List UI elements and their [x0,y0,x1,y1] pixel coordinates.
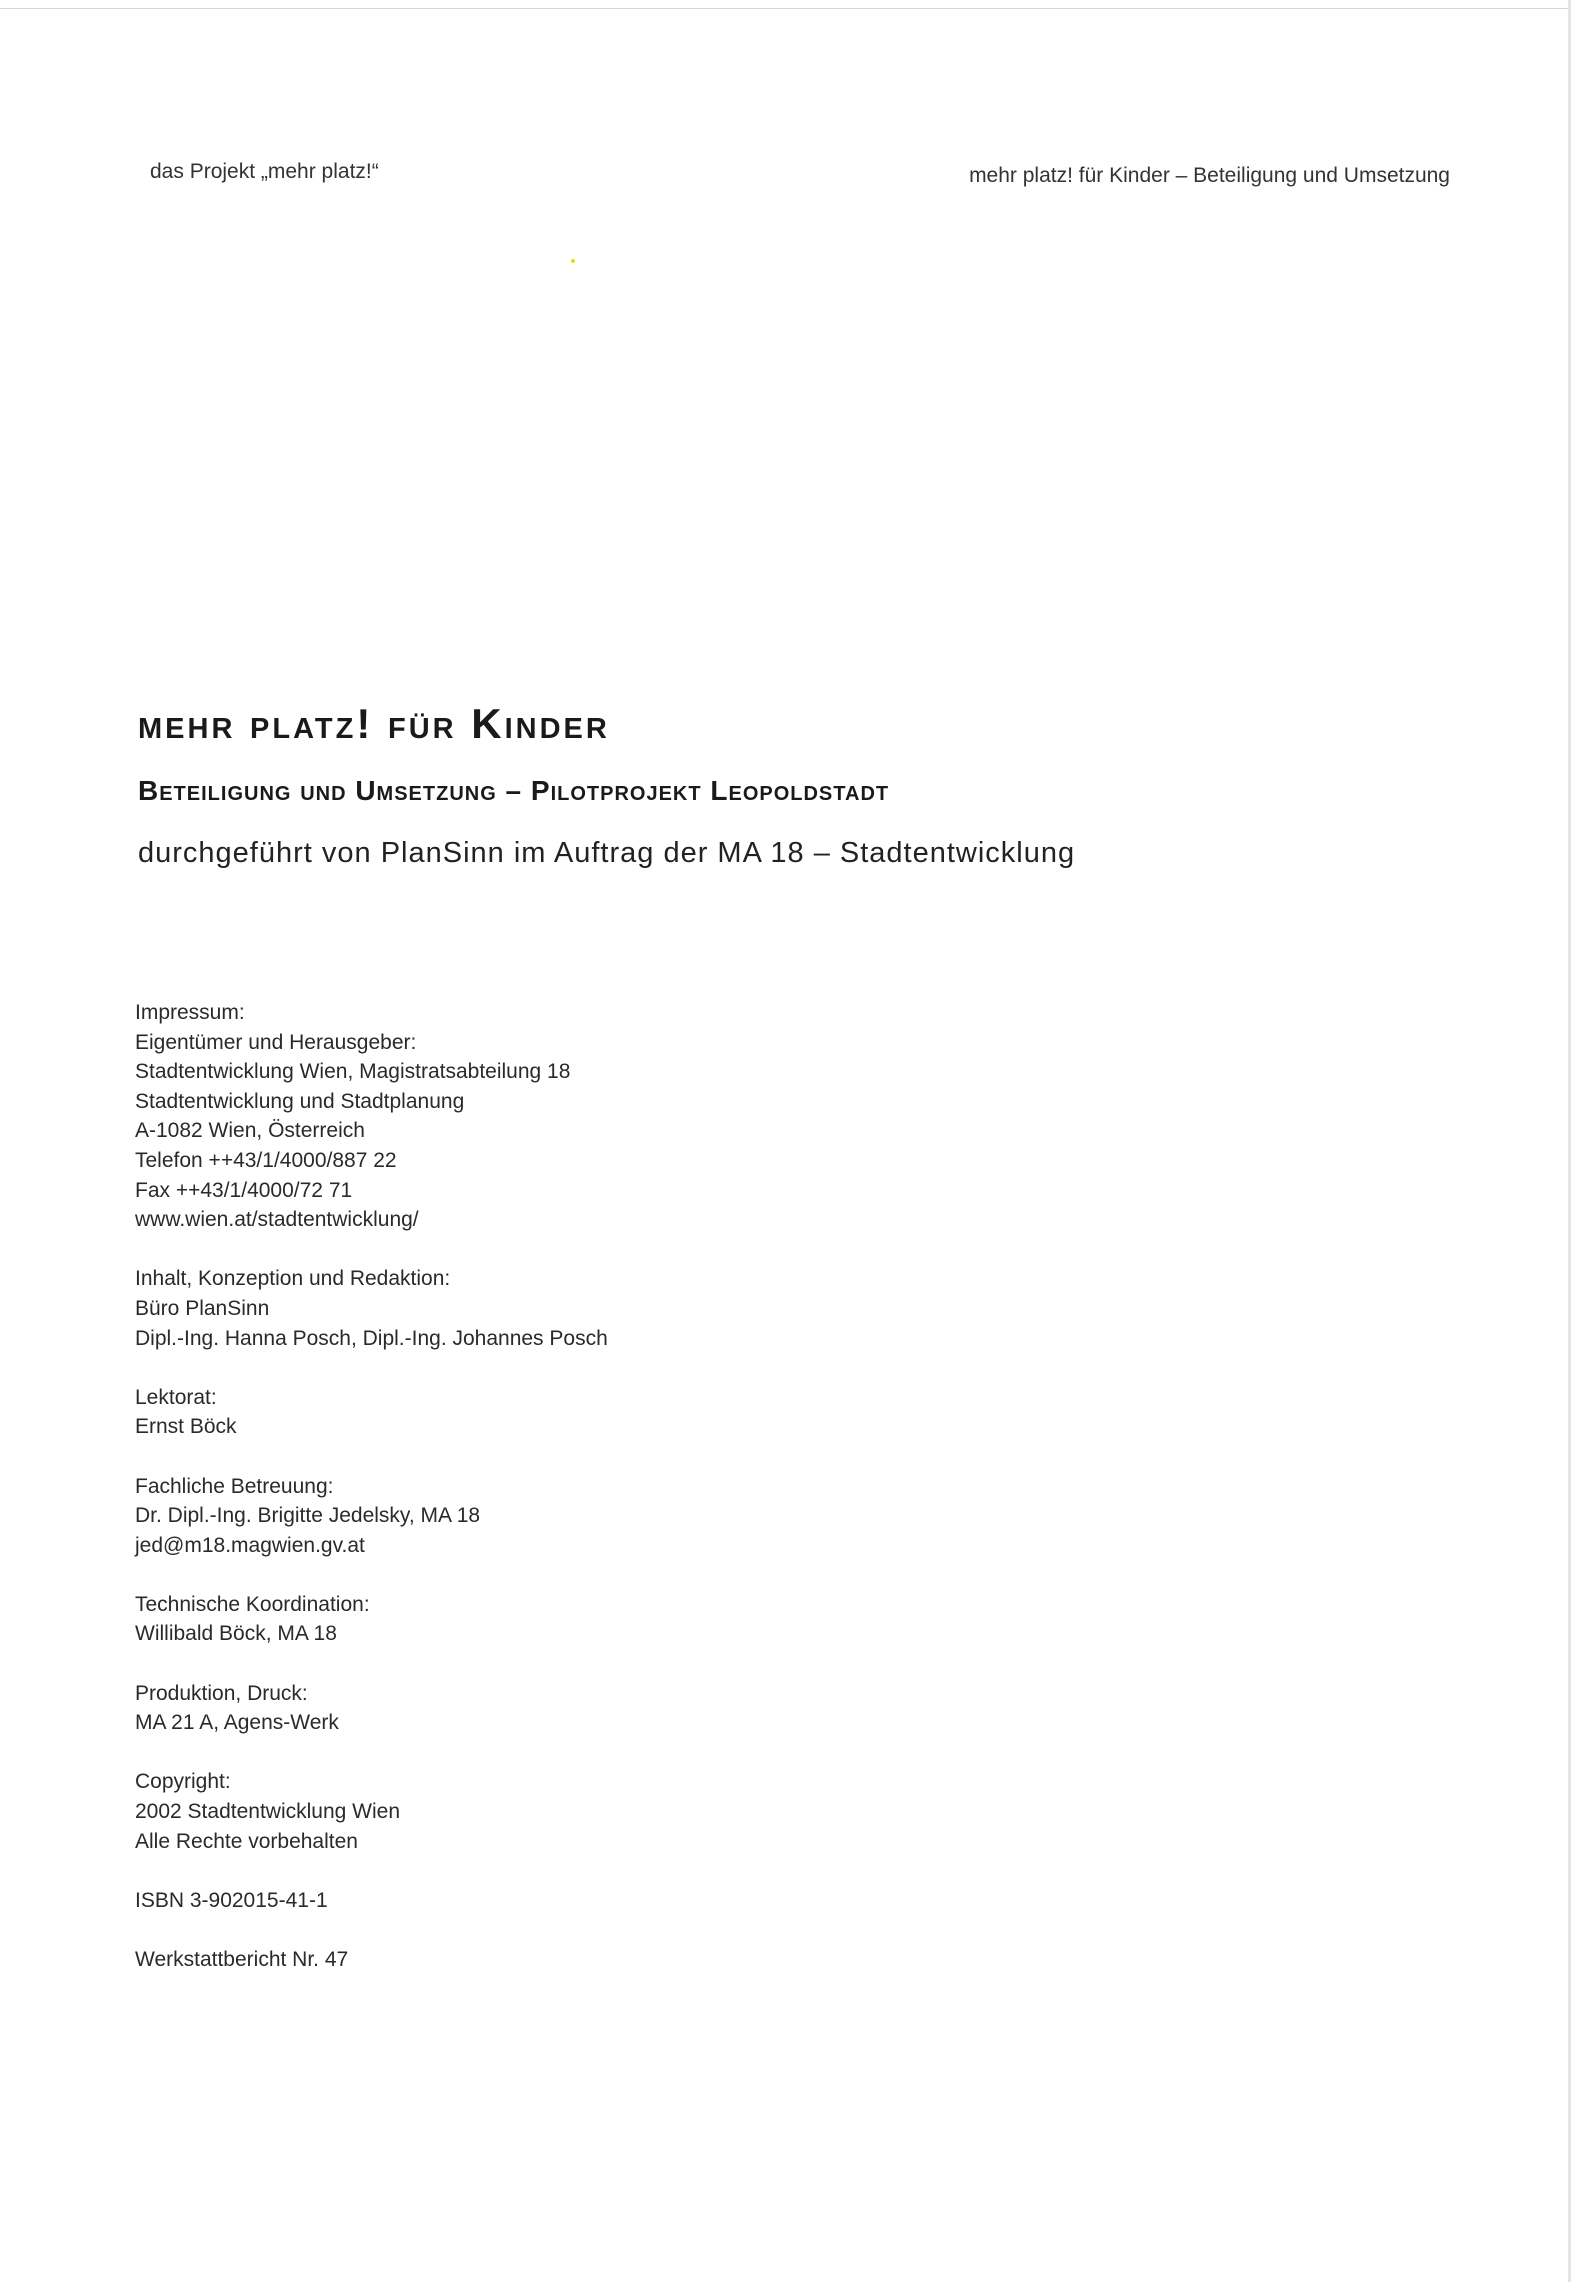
imprint-line: Ernst Böck [135,1415,237,1439]
imprint-block-proofreading [135,1383,608,1442]
imprint-line: Alle Rechte vorbehalten [135,1829,358,1853]
imprint-line: 2002 Stadtentwicklung Wien [135,1800,400,1824]
commissioned-by-line: durchgeführt von PlanSinn im Auftrag der MA 18 – Stadtentwicklung [138,837,1076,869]
imprint-block-isbn [135,1886,608,1916]
imprint-section [135,998,608,2004]
imprint-line: Fax ++43/1/4000/72 71 [135,1178,353,1202]
imprint-line: Dr. Dipl.-Ing. Brigitte Jedelsky, MA 18 [135,1504,481,1528]
imprint-line: Lektorat: [135,1385,217,1409]
imprint-line: Eigentümer und Herausgeber: [135,1030,417,1054]
imprint-block-content [135,1264,608,1353]
imprint-line: Stadtentwicklung und Stadtplanung [135,1089,465,1113]
imprint-line: Inhalt, Konzeption und Redaktion: [135,1267,451,1291]
imprint-line: Produktion, Druck: [135,1681,308,1705]
running-head-left: das Projekt „mehr platz!“ [150,160,379,183]
imprint-line: MA 21 A, Agens-Werk [135,1711,339,1735]
imprint-line: Fachliche Betreuung: [135,1474,334,1498]
imprint-line: jed@m18.magwien.gv.at [135,1533,365,1557]
imprint-line: www.wien.at/stadtentwicklung/ [135,1208,419,1232]
imprint-line: Büro PlanSinn [135,1296,270,1320]
document-title: mehr platz! für Kinder [138,700,610,747]
imprint-block-publisher [135,998,608,1235]
imprint-block-coordination [135,1590,608,1649]
imprint-block-copyright [135,1767,608,1856]
imprint-block-supervision [135,1472,608,1561]
imprint-line: Telefon ++43/1/4000/887 22 [135,1148,397,1172]
imprint-block-production [135,1679,608,1738]
imprint-line: Impressum: [135,1001,245,1024]
isbn: ISBN 3-902015-41-1 [135,1888,328,1912]
scan-speck [571,259,575,263]
imprint-line: Dipl.-Ing. Hanna Posch, Dipl.-Ing. Johannes Posch [135,1326,608,1350]
document-subtitle: Beteiligung und Umsetzung – Pilotprojekt Leopoldstadt [138,775,890,806]
running-head-right: mehr platz! für Kinder – Beteiligung und Umsetzung [969,164,1450,187]
imprint-block-report-number [135,1945,608,1975]
imprint-line: Willibald Böck, MA 18 [135,1622,337,1646]
imprint-line: A-1082 Wien, Österreich [135,1119,365,1143]
imprint-line: Technische Koordination: [135,1592,370,1616]
imprint-line: Stadtentwicklung Wien, Magistratsabteilung 18 [135,1060,571,1084]
report-number: Werkstattbericht Nr. 47 [135,1948,349,1971]
imprint-line: Copyright: [135,1770,231,1794]
scan-edge-top [0,8,1571,9]
